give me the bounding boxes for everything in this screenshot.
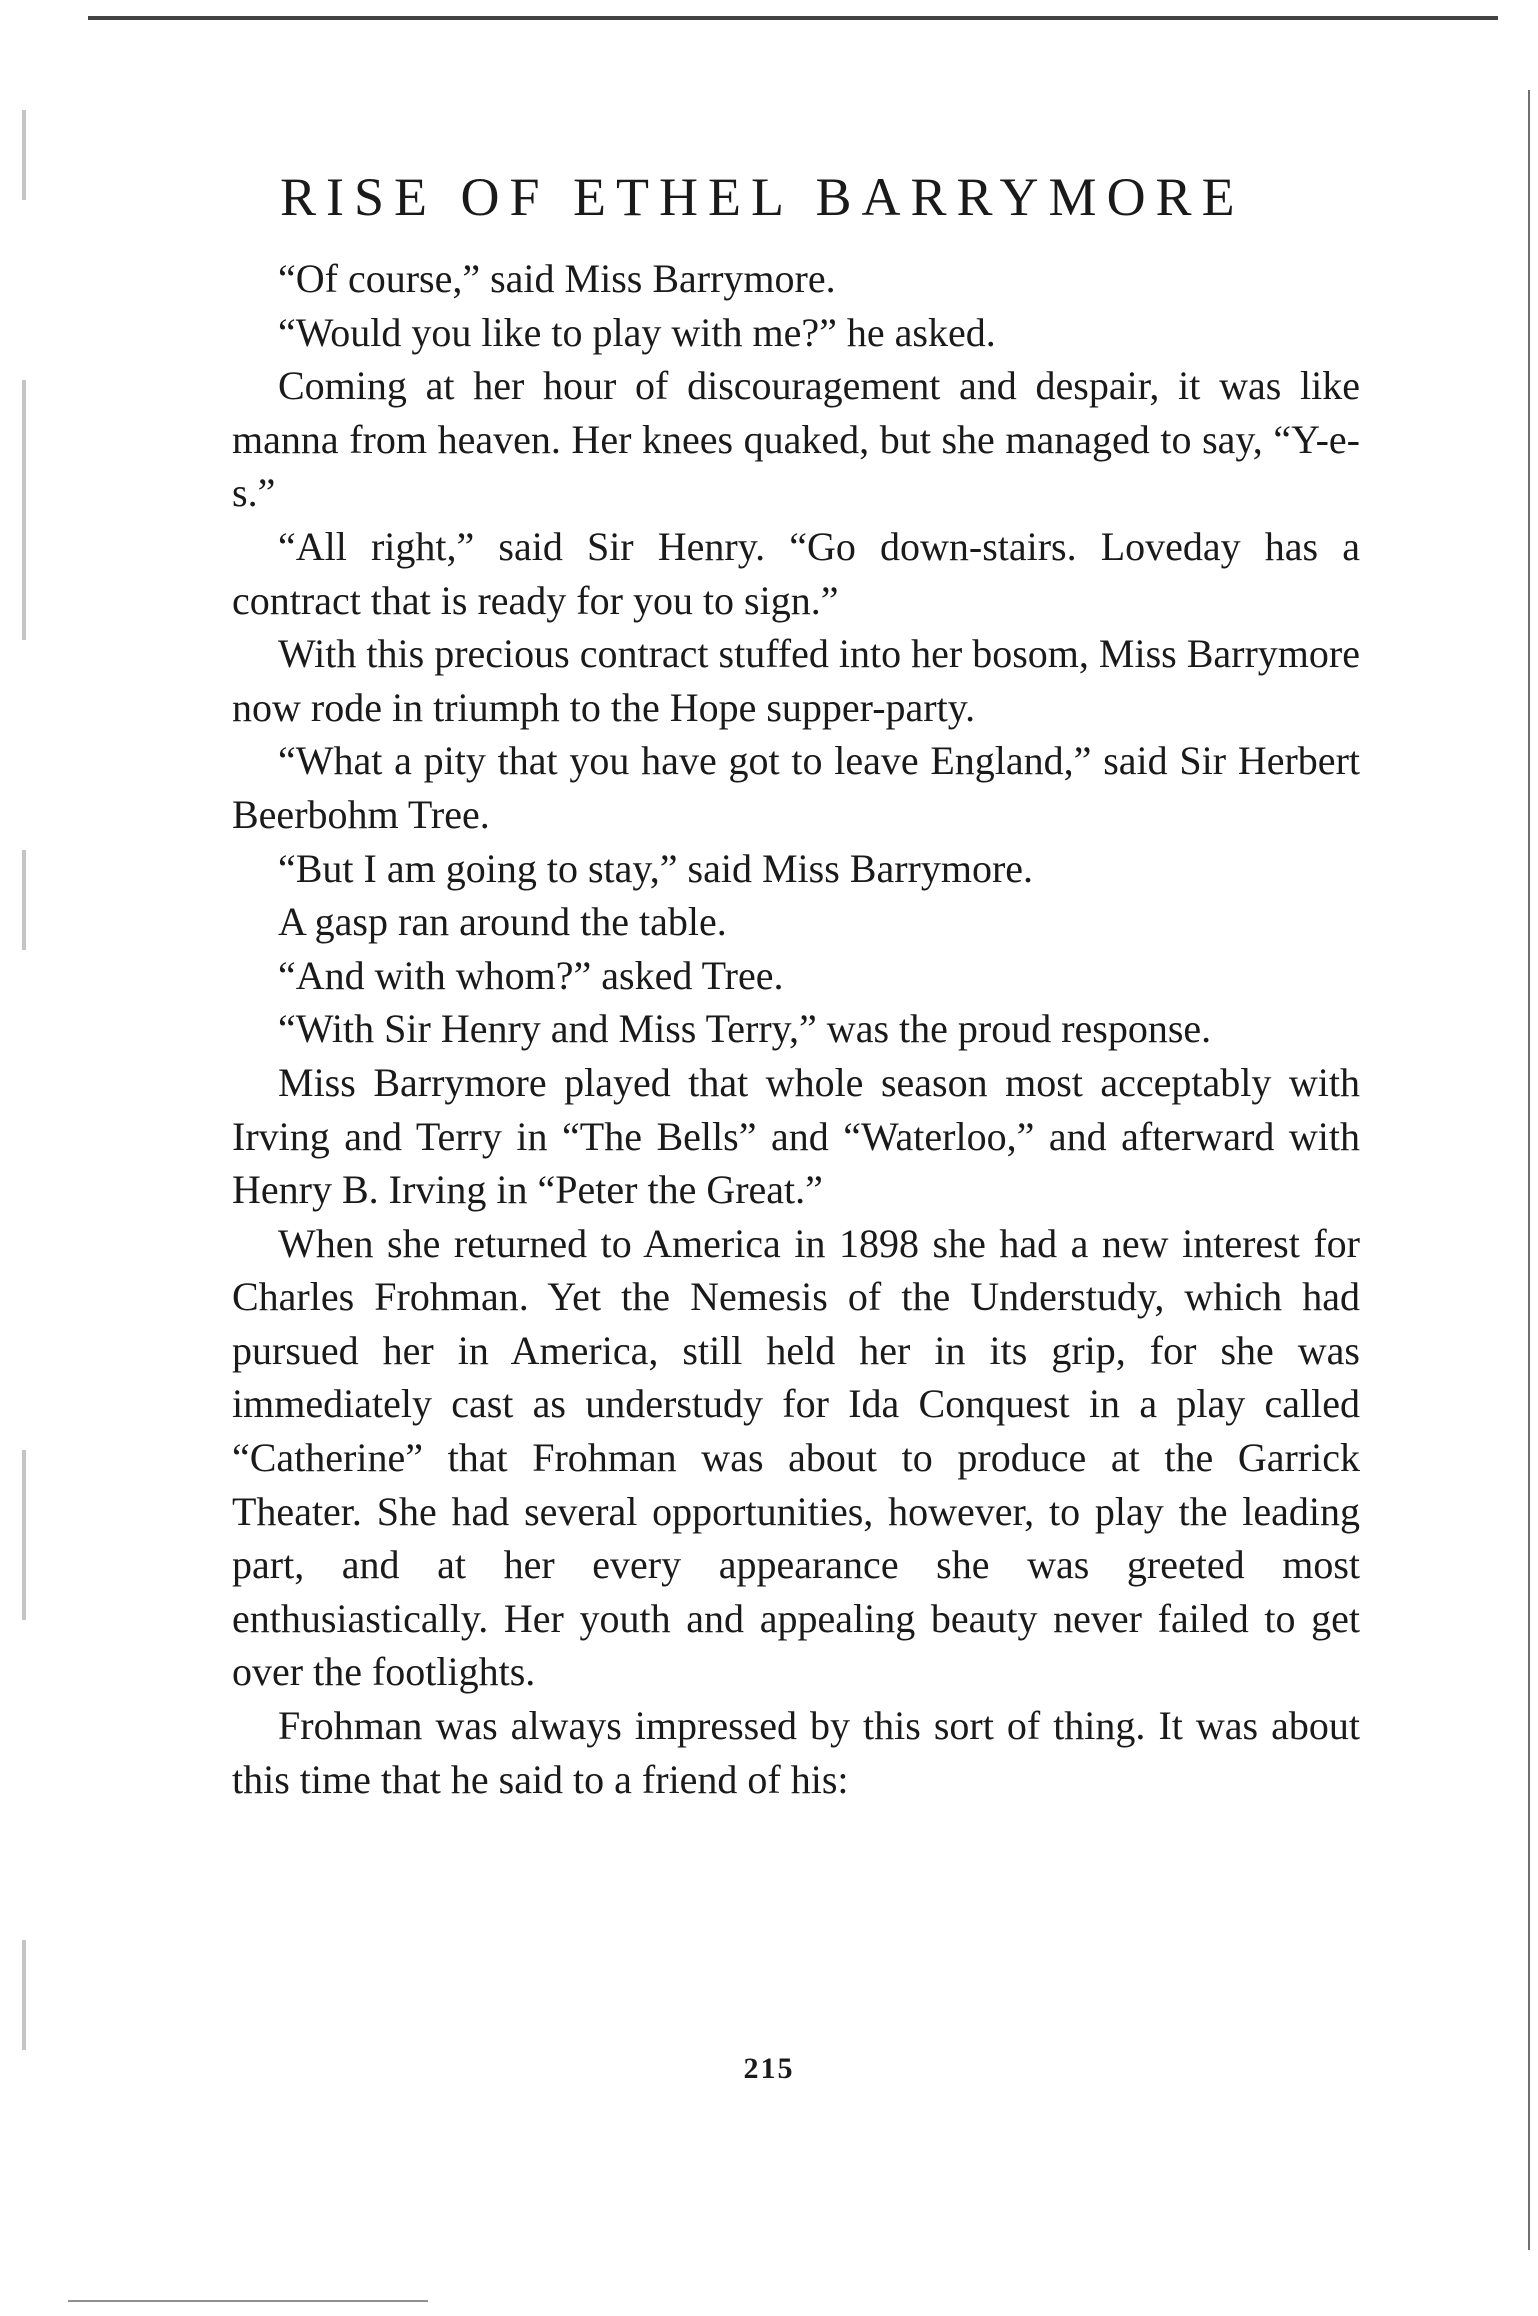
margin-speck [22, 110, 26, 200]
paragraph: “But I am going to stay,” said Miss Barrymore. [278, 845, 1034, 891]
paragraph: “Would you like to play with me?” he asked. [278, 309, 996, 355]
running-head: RISE OF ETHEL BARRYMORE [280, 167, 1245, 227]
paragraph: Coming at her hour of discouragement and despair, it was like manna from heaven. Her knees quaked, but she managed to say, “Y-e-s.” [232, 363, 1360, 516]
paragraph: A gasp ran around the table. [278, 899, 727, 945]
paragraph: Miss Barrymore played that whole season most acceptably with Irving and Terry in “The Bells” and “Waterloo,” and afterward with Henry B. Irving in “Peter the Great.” [232, 1059, 1360, 1213]
paragraph: With this precious contract stuffed into her bosom, Miss Barrymore now rode in triumph to the Hope supper-party. [232, 631, 1360, 730]
paragraph: Frohman was always impressed by this sort of thing. It was about this time that he said to a friend of his: [232, 1703, 1360, 1802]
paragraph: “Of course,” said Miss Barrymore. [278, 256, 836, 301]
paragraph: “And with whom?” asked Tree. [278, 952, 784, 998]
right-edge-rule [1528, 90, 1530, 2250]
bottom-edge-rule [68, 2300, 428, 2302]
margin-speck [22, 1940, 26, 2050]
paragraph: “What a pity that you have got to leave England,” said Sir Herbert Beerbohm Tree. [232, 738, 1360, 837]
margin-speck [22, 1450, 26, 1620]
paragraph: “With Sir Henry and Miss Terry,” was the proud response. [278, 1006, 1212, 1052]
paragraph: When she returned to America in 1898 she had a new interest for Charles Frohman. Yet the Nemesis of the Understudy, which had pursued her in America, still held her in its grip, for she was immediately cast as understudy for Ida Conquest in a play called “Catherine” that Frohman was about to produce at the Garrick Theater. She had several opportunities, however, to play the leading part, and at her every appearance she was greeted most enthusiastically. Her youth and appealing beauty never failed to get over the footlights. [232, 1220, 1360, 1695]
page-number: 215 [743, 2052, 795, 2085]
paragraph: “All right,” said Sir Henry. “Go down-stairs. Loveday has a contract that is ready for you to sign.” [232, 523, 1360, 623]
margin-speck [22, 380, 26, 640]
margin-speck [22, 850, 26, 950]
body-text [232, 252, 1360, 1806]
top-edge-rule [88, 16, 1498, 20]
